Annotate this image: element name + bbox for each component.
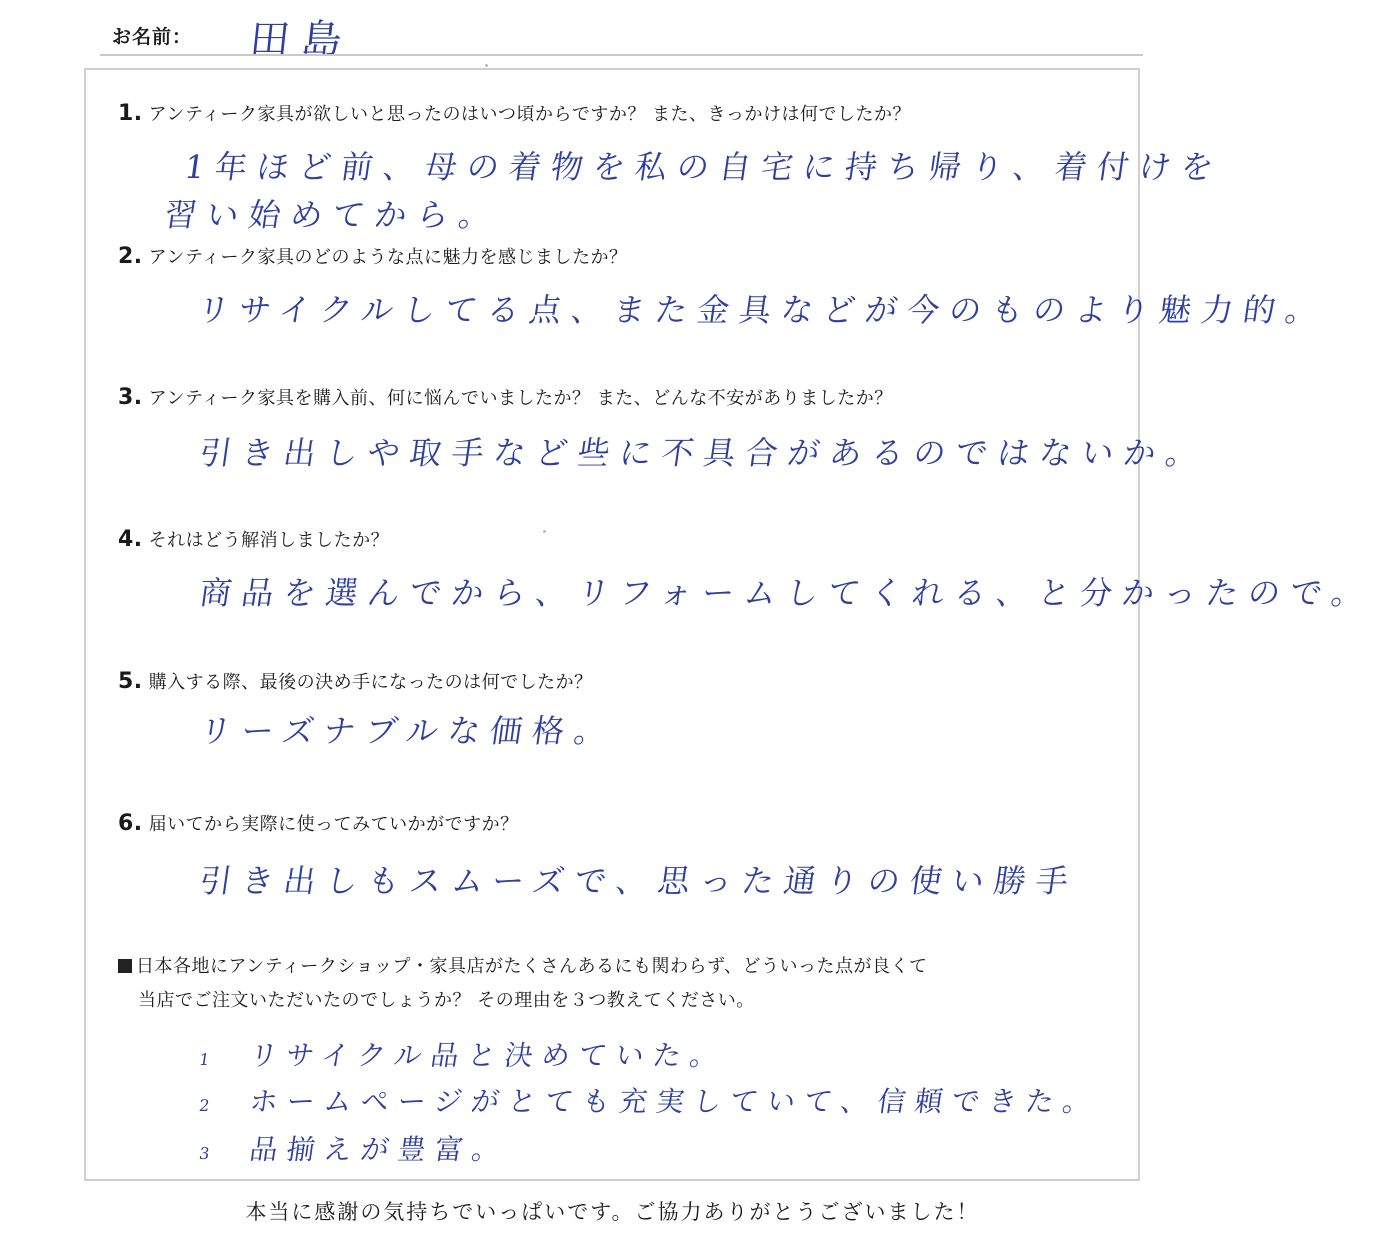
answer-4-line-1: 商品を選んでから、リフォームしてくれる、と分かったので。 <box>197 574 1377 612</box>
scan-speck <box>543 530 546 533</box>
reason-text: ホームページがとても充実していて、信頼できた。 <box>247 1085 1102 1118</box>
question-text: アンティーク家具が欲しいと思ったのはいつ頃からですか？ また、きっかけは何でしたか？ <box>148 104 912 125</box>
thanks-message: 本当に感謝の気持ちでいっぱいです。ご協力ありがとうございました！ <box>245 1200 980 1224</box>
scan-speck <box>485 64 488 67</box>
question-5 <box>118 668 593 694</box>
name-value-handwritten: 田島 <box>247 17 357 63</box>
reason-2 <box>197 1080 1103 1120</box>
question-4 <box>118 526 389 552</box>
question-number: 6. <box>118 811 143 836</box>
reason-3 <box>197 1128 512 1168</box>
reason-text: リサイクル品と決めていた。 <box>247 1039 730 1072</box>
question-number: 4. <box>118 527 143 552</box>
answer-1-line-1: 1年ほど前、母の着物を私の自宅に持ち帰り、着付けを <box>182 148 1226 186</box>
answer-5-line-1: リーズナブルな価格。 <box>197 712 619 750</box>
closing-question-text-1: 日本各地にアンティークショップ・家具店がたくさんあるにも関わらず、どういった点が良くて <box>136 956 928 977</box>
square-bullet-icon <box>118 959 132 973</box>
question-2 <box>118 243 628 269</box>
question-number: 5. <box>118 669 143 694</box>
question-text: アンティーク家具のどのような点に魅力を感じましたか？ <box>148 247 628 268</box>
reason-1 <box>197 1034 730 1074</box>
answer-2-line-1: リサイクルしてる点、また金具などが今のものより魅力的。 <box>195 291 1330 329</box>
name-row <box>0 0 1225 70</box>
reason-number: 3 <box>197 1144 211 1163</box>
question-number: 1. <box>118 101 143 126</box>
question-text: 購入する際、最後の決め手になったのは何でしたか？ <box>148 672 593 693</box>
question-number: 2. <box>118 244 143 269</box>
answer-6-line-1: 引き出しもスムーズで、思った通りの使い勝手 <box>197 862 1081 900</box>
question-1 <box>118 100 911 126</box>
question-number: 3. <box>118 385 143 410</box>
name-underline <box>100 54 1143 56</box>
answer-1-line-2: 習い始めてから。 <box>162 196 504 234</box>
reason-number: 1 <box>197 1050 211 1069</box>
question-text: アンティーク家具を購入前、何に悩んでいましたか？ また、どんな不安がありましたか？ <box>148 388 893 409</box>
reason-text: 品揃えが豊富。 <box>247 1133 512 1166</box>
question-6 <box>118 810 519 836</box>
answer-3-line-1: 引き出しや取手など些に不具合があるのではないか。 <box>197 434 1211 472</box>
question-text: それはどう解消しましたか？ <box>148 530 390 551</box>
closing-question-line-1 <box>118 952 928 978</box>
question-3 <box>118 384 893 410</box>
reason-number: 2 <box>197 1096 211 1115</box>
closing-question-line-2: 当店でご注文いただいたのでしょうか？ その理由を３つ教えてください。 <box>138 990 755 1011</box>
name-label: お名前： <box>112 26 193 48</box>
question-text: 届いてから実際に使ってみていかがですか？ <box>148 814 519 835</box>
